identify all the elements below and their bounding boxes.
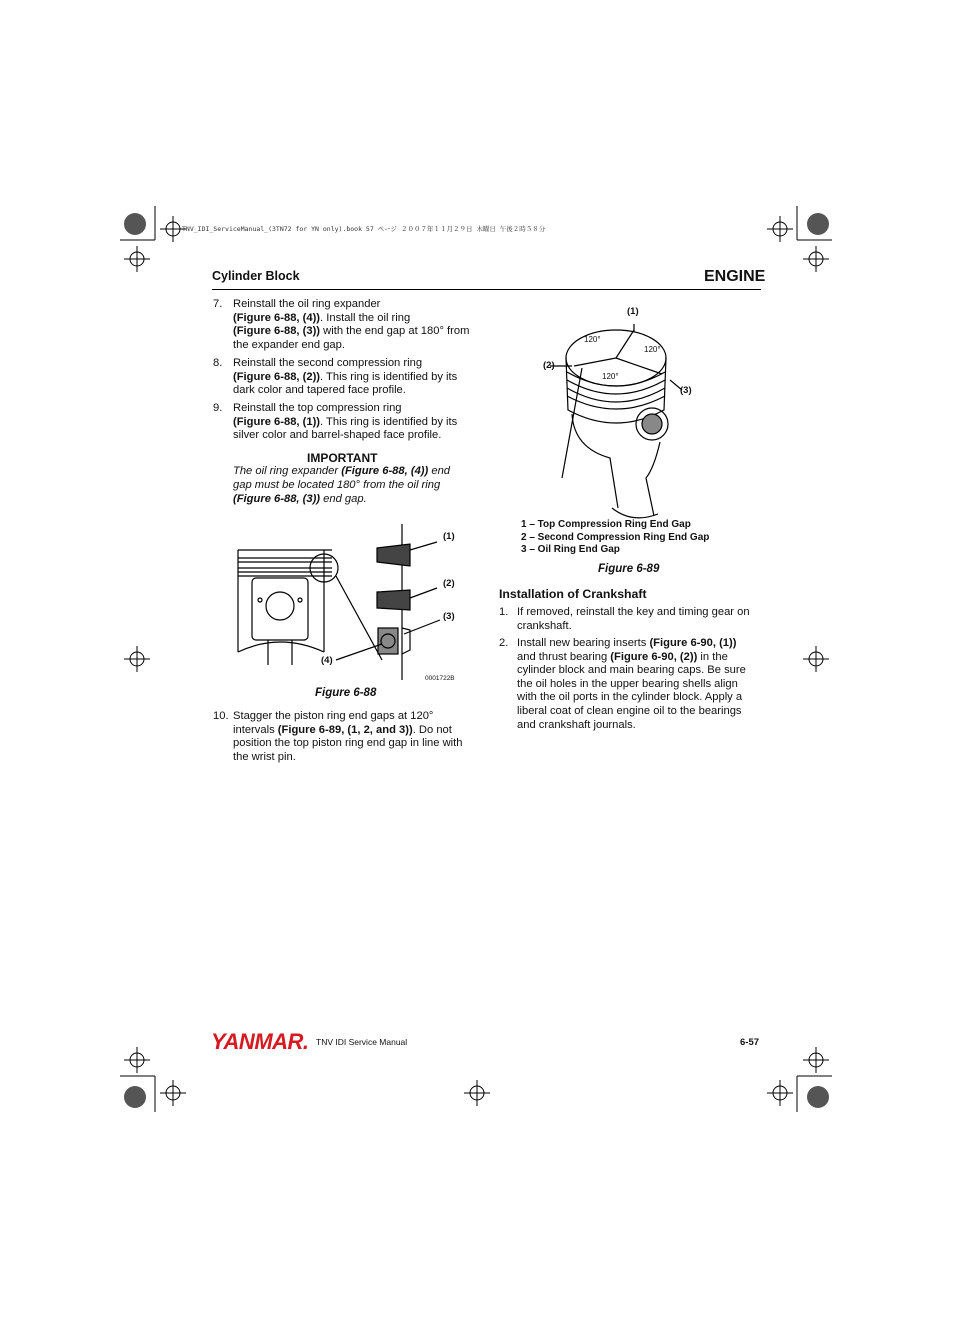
step-text	[233, 357, 457, 398]
figure-6-89-legend	[521, 519, 709, 557]
step-number: 2.	[499, 637, 509, 649]
print-header: TNV_IDI_ServiceManual_(3TN72 for YN only).book 57 ページ ２００７年１１月２９日 木曜日 午後２時５８分	[182, 225, 546, 233]
step-text	[517, 637, 746, 732]
important-note	[233, 465, 473, 506]
step-text	[233, 298, 469, 352]
manual-name: TNV IDI Service Manual	[316, 1037, 408, 1047]
step-text	[233, 710, 463, 764]
figure-6-88-caption: Figure 6-88	[315, 687, 377, 699]
angle-label: 120°	[602, 372, 619, 381]
line: and thrust bearing (Figure 6-90, (2)) in the	[517, 650, 728, 663]
yanmar-logo: YANMAR.	[211, 1029, 309, 1054]
crankshaft-heading: Installation of Crankshaft	[499, 587, 647, 601]
line: liberal coat of clean engine oil to the bearings	[517, 704, 742, 717]
line: Reinstall the second compression ring	[233, 357, 423, 369]
step-text	[233, 402, 457, 443]
fig88-label-2: (2)	[443, 578, 455, 589]
line: (Figure 6-88, (2)). This ring is identified by its	[233, 370, 458, 383]
line: Reinstall the oil ring expander	[233, 298, 381, 310]
line: crankshaft.	[517, 619, 572, 632]
line: Reinstall the top compression ring	[233, 402, 402, 414]
line: and crankshaft journals.	[517, 718, 636, 731]
line: the wrist pin.	[233, 750, 296, 763]
line: (Figure 6-88, (1)). This ring is identified by its	[233, 415, 458, 428]
figure-6-88-illustration	[232, 520, 467, 685]
page-number: 6-57	[740, 1037, 760, 1048]
header-rule	[212, 289, 761, 290]
line: cylinder block and main bearing caps. Be sure	[517, 664, 746, 677]
line: position the top piston ring end gap in line with	[233, 737, 463, 750]
line: dark color and tapered face profile.	[233, 384, 406, 397]
fig88-code: 0001722B	[425, 675, 455, 682]
figure-6-89-illustration	[550, 318, 710, 524]
step-number: 1.	[499, 606, 509, 618]
line: The oil ring expander (Figure 6-88, (4)) end	[233, 465, 451, 477]
line: intervals (Figure 6-89, (1, 2, and 3)). Do not	[233, 723, 452, 736]
fig89-label-1: (1)	[627, 306, 639, 317]
legend-item: 2 – Second Compression Ring End Gap	[521, 531, 710, 543]
line: with the oil ports in the cylinder block. Apply a	[517, 691, 743, 704]
line: If removed, reinstall the key and timing gear on	[517, 606, 750, 618]
chapter-title: ENGINE	[704, 268, 766, 285]
important-heading: IMPORTANT	[307, 451, 378, 465]
step-number: 9.	[213, 402, 223, 414]
step-number: 10.	[213, 710, 229, 722]
fig88-label-3: (3)	[443, 611, 455, 622]
line: (Figure 6-88, (4)). Install the oil ring	[233, 311, 411, 324]
line: the expander end gap.	[233, 338, 345, 351]
line: silver color and barrel-shaped face profile.	[233, 429, 442, 442]
step-number: 7.	[213, 298, 223, 310]
fig89-label-2: (2)	[543, 360, 555, 371]
line: Stagger the piston ring end gaps at 120°	[233, 710, 434, 722]
legend-item: 1 – Top Compression Ring End Gap	[521, 519, 691, 530]
section-title: Cylinder Block	[212, 269, 300, 283]
fig89-label-3: (3)	[680, 385, 692, 396]
line: (Figure 6-88, (3)) with the end gap at 180° from	[233, 325, 470, 338]
line: the oil holes in the upper bearing shells align	[517, 677, 738, 690]
legend-item: 3 – Oil Ring End Gap	[521, 544, 620, 556]
fig88-label-1: (1)	[443, 531, 455, 542]
fig88-label-4: (4)	[321, 655, 333, 666]
step-number: 8.	[213, 357, 223, 369]
angle-label: 120°	[584, 335, 601, 344]
line: (Figure 6-88, (3)) end gap.	[233, 492, 367, 505]
angle-label: 120°	[644, 345, 661, 354]
step-text	[517, 606, 750, 633]
figure-6-89-caption: Figure 6-89	[598, 563, 660, 575]
line: gap must be located 180° from the oil ring	[233, 478, 441, 491]
line: Install new bearing inserts (Figure 6-90, (1))	[517, 637, 737, 649]
